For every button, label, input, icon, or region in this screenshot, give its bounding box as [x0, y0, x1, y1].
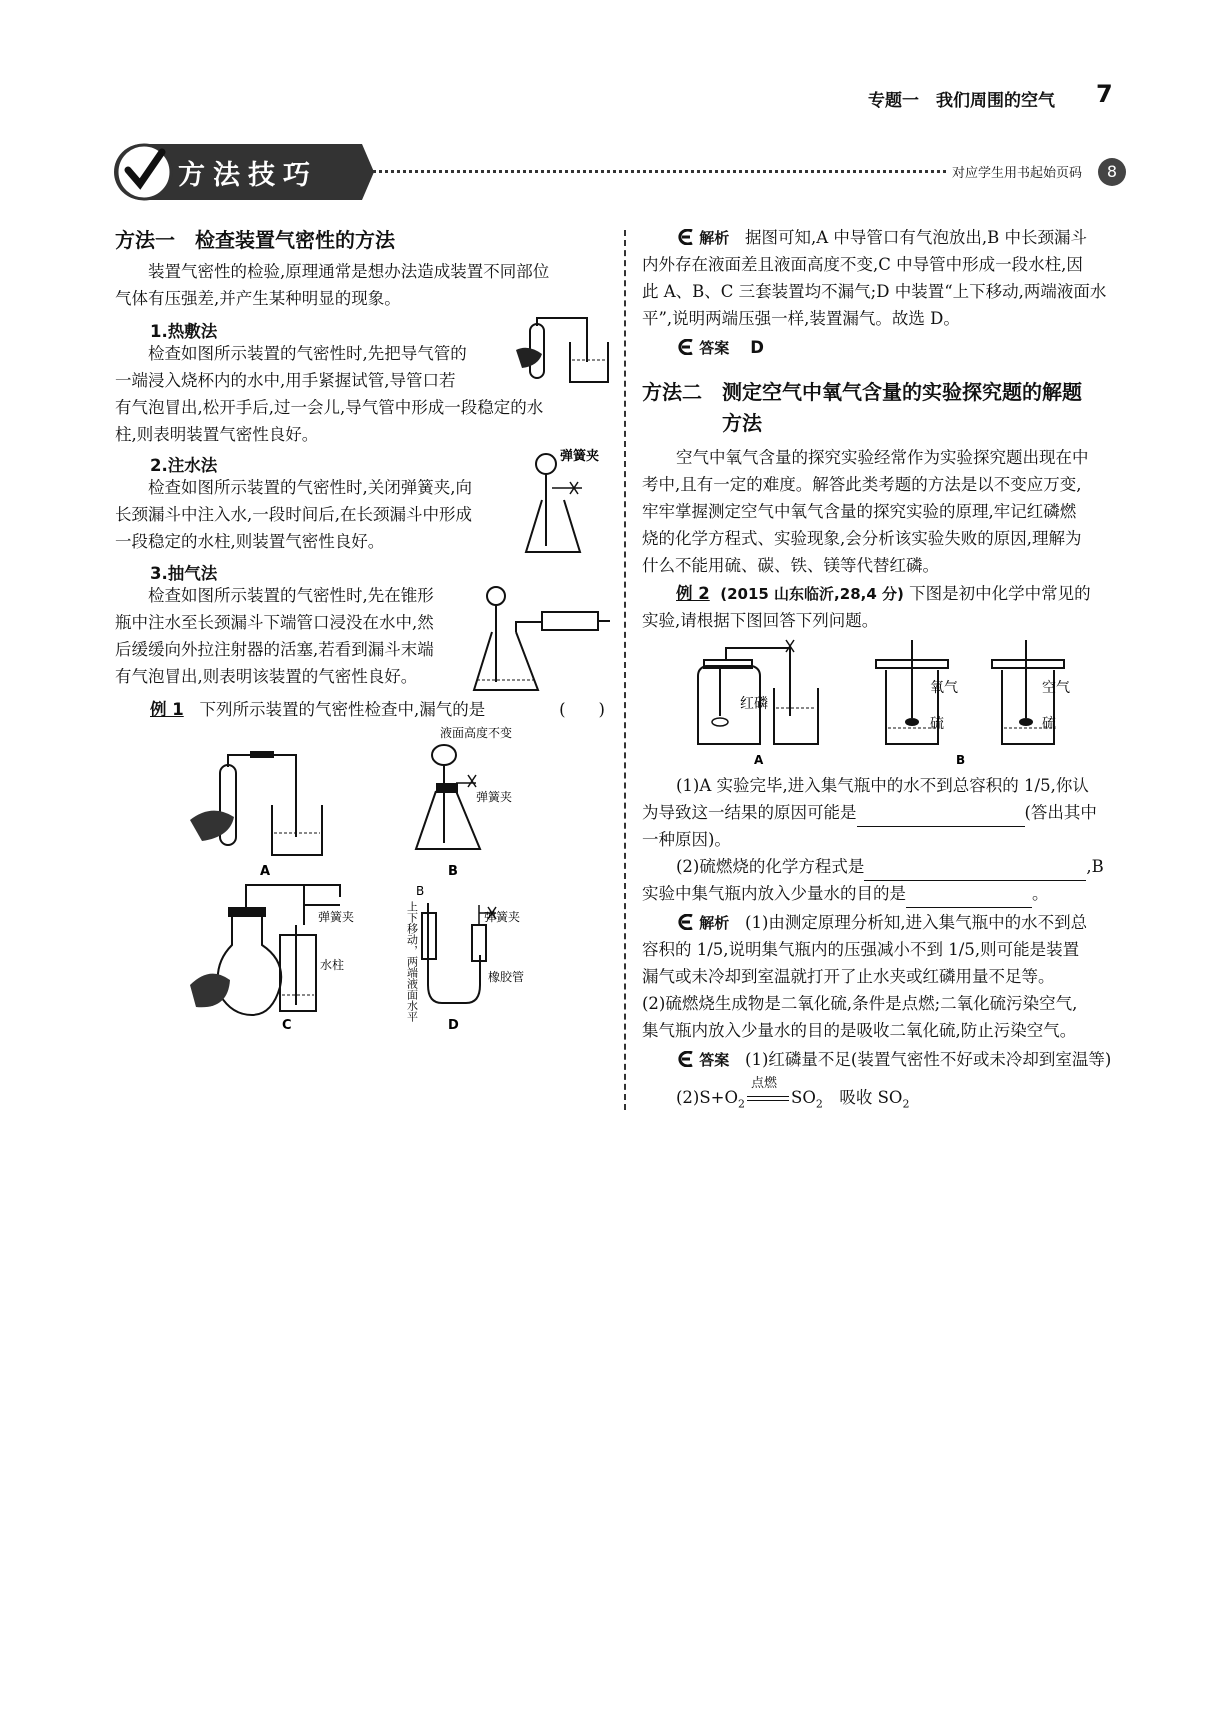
heat-method-line-4: 柱,则表明装置气密性良好。	[115, 425, 319, 444]
q2-equation-blank[interactable]	[864, 853, 1086, 881]
running-header-topic: 专题一 我们周围的空气	[868, 91, 1055, 111]
example2-question-1: 下图是初中化学中常见的	[909, 584, 1091, 603]
analysis2-marker-icon	[676, 914, 694, 930]
analysis-line-3: 此 A、B、C 三套装置均不漏气;D 中装置“上下移动,两端液面水	[642, 282, 1107, 301]
equation-tail-subscript: 2	[902, 1097, 910, 1111]
suction-method-line-4: 有气泡冒出,则表明该装置的气密性良好。	[115, 667, 418, 686]
figure-d-hose-label: 橡胶管	[488, 970, 525, 984]
fig2-sulfur-label-1: 硫	[930, 716, 944, 732]
figure-b-clip-label: 弹簧夹	[476, 790, 513, 804]
water-method-figure	[522, 448, 612, 558]
example1-answer-paren: ( )	[559, 700, 605, 719]
figure-d-label: D	[448, 1018, 459, 1033]
suction-method-title: 3.抽气法	[150, 564, 218, 583]
analysis-tag: 解析	[699, 229, 730, 247]
analysis-line-1: 据图可知,A 中导管口有气泡放出,B 中长颈漏斗	[745, 228, 1088, 247]
q1-line-3: 一种原因)。	[642, 830, 731, 849]
suction-method-line-2: 瓶中注水至长颈漏斗下端管口浸没在水中,然	[115, 613, 434, 632]
answer-tag: 答案	[699, 339, 730, 357]
example1-question: 下列所示装置的气密性检查中,漏气的是	[199, 700, 486, 719]
method2-title-line-2: 方法	[722, 411, 762, 435]
suction-method-figure	[472, 582, 612, 694]
example2-source: (2015 山东临沂,28,4 分)	[720, 585, 904, 603]
answer2-line-1: (1)红磷量不足(装置气密性不好或未冷却到室温等)	[745, 1050, 1112, 1069]
q2-purpose-blank[interactable]	[906, 880, 1032, 908]
analysis2-line-1: (1)由测定原理分析知,进入集气瓶中的水不到总	[745, 913, 1088, 932]
q2-line-2b: 。	[1032, 884, 1049, 903]
equation-double-bar	[747, 1096, 789, 1101]
figure-c-label: C	[282, 1018, 292, 1033]
figure-c-water-label: 水柱	[320, 958, 345, 972]
example2-figure	[690, 636, 1080, 770]
answer2-tag: 答案	[699, 1051, 730, 1069]
equation-right: SO	[791, 1088, 816, 1107]
method1-title: 方法一 检查装置气密性的方法	[115, 228, 395, 252]
example1-figure-b	[416, 725, 512, 879]
suction-method-line-3: 后缓缓向外拉注射器的活塞,若看到漏斗末端	[115, 640, 434, 659]
q2-line-1a: (2)硫燃烧的化学方程式是	[676, 857, 865, 876]
water-method-line-1: 检查如图所示装置的气密性时,关闭弹簧夹,向	[148, 478, 472, 497]
example1-figure-d	[406, 884, 525, 1033]
method1-intro-1: 装置气密性的检验,原理通常是想办法造成装置不同部位	[148, 262, 550, 281]
analysis2-line-2: 容积的 1/5,说明集气瓶内的压强减小不到 1/5,则可能是装置	[642, 940, 1080, 959]
answer2-equation	[676, 1075, 910, 1117]
method1-intro-2: 气体有压强差,并产生某种明显的现象。	[115, 289, 401, 308]
equation-left: (2)S+O	[676, 1088, 739, 1107]
answer-marker-icon	[676, 339, 694, 355]
example1-label: 例 1	[150, 700, 184, 719]
q1-line-2b: (答出其中	[1024, 803, 1097, 822]
analysis2-line-3: 漏气或未冷却到室温就打开了止水夹或红磷用量不足等。	[642, 967, 1055, 986]
water-method-title: 2.注水法	[150, 456, 218, 475]
example1-figure	[190, 725, 540, 1035]
method2-line-3: 牢牢掌握测定空气中氧气含量的探究实验的原理,牢记红磷燃	[642, 502, 1077, 521]
figure-b-top-label: 液面高度不变	[440, 726, 513, 740]
fig2-sulfur-label-2: 硫	[1042, 716, 1056, 732]
q2-line-1b: ,B	[1086, 857, 1104, 876]
figure-a-label: A	[260, 864, 271, 879]
fig2-a-label: A	[754, 753, 764, 767]
method2-line-1: 空气中氧气含量的探究实验经常作为实验探究题出现在中	[676, 448, 1089, 467]
banner-title: 方法技巧	[178, 160, 318, 191]
heat-method-line-2: 一端浸入烧杯内的水中,用手紧握试管,导管口若	[115, 371, 456, 390]
analysis-line-2: 内外存在液面差且液面高度不变,C 中导管中形成一段水柱,因	[642, 255, 1083, 274]
banner-ref-text: 对应学生用书起始页码	[952, 166, 1083, 181]
fig2-oxygen-label: 氧气	[930, 680, 958, 696]
banner-ref-page: 8	[1098, 158, 1126, 186]
method2-line-4: 烧的化学方程式、实验现象,会分析该实验失败的原因,理解为	[642, 529, 1082, 548]
column-divider	[624, 230, 626, 1110]
water-method-clip-label: 弹簧夹	[560, 449, 600, 464]
q1-answer-blank[interactable]	[857, 799, 1025, 827]
method2-line-2: 考中,且有一定的难度。解答此类考题的方法是以不变应万变,	[642, 475, 1082, 494]
suction-method-line-1: 检查如图所示装置的气密性时,先在锥形	[148, 586, 434, 605]
equation-so2-subscript: 2	[815, 1097, 823, 1111]
example2-question-2: 实验,请根据下图回答下列问题。	[642, 611, 879, 630]
page-number: 7	[1096, 80, 1113, 108]
fig2-air-label: 空气	[1042, 680, 1070, 696]
banner-dotted-leader	[356, 170, 946, 173]
analysis-line-4: 平”,说明两端压强一样,装置漏气。故选 D。	[642, 309, 960, 328]
heat-method-figure	[512, 316, 612, 388]
answer2-marker-icon	[676, 1051, 694, 1067]
figure-d-b-label: B	[416, 884, 425, 898]
figure-d-clip-label: 弹簧夹	[484, 910, 521, 924]
equation-tail: 吸收 SO	[822, 1088, 903, 1107]
method2-title-line-1: 方法二 测定空气中氧气含量的实验探究题的解题	[642, 380, 1082, 404]
method2-line-5: 什么不能用硫、碳、铁、镁等代替红磷。	[642, 556, 939, 575]
figure-c-clip-label: 弹簧夹	[318, 910, 355, 924]
equation-o2-subscript: 2	[738, 1097, 746, 1111]
figure-d-side-label: 上下移动，两端液面水平	[405, 901, 419, 1022]
water-method-line-2: 长颈漏斗中注入水,一段时间后,在长颈漏斗中形成	[115, 505, 472, 524]
q1-line-2a: 为导致这一结果的原因可能是	[642, 803, 857, 822]
analysis2-line-4: (2)硫燃烧生成物是二氧化硫,条件是点燃;二氧化硫污染空气,	[642, 994, 1078, 1013]
heat-method-line-3: 有气泡冒出,松开手后,过一会儿,导气管中形成一段稳定的水	[115, 398, 544, 417]
analysis-marker-icon	[676, 229, 694, 245]
example1-figure-c	[190, 885, 354, 1033]
equation-condition: 点燃	[751, 1075, 778, 1091]
q2-line-2a: 实验中集气瓶内放入少量水的目的是	[642, 884, 906, 903]
heat-method-title: 1.热敷法	[150, 322, 218, 341]
example1-figure-a	[190, 751, 322, 879]
fig2-phosphorus-label: 红磷	[740, 696, 768, 712]
analysis2-line-5: 集气瓶内放入少量水的目的是吸收二氧化硫,防止污染空气。	[642, 1021, 1077, 1040]
analysis2-tag: 解析	[699, 914, 730, 932]
answer-1-value: D	[750, 338, 764, 357]
water-method-line-3: 一段稳定的水柱,则装置气密性良好。	[115, 532, 385, 551]
example2-label: 例 2	[676, 584, 710, 603]
q1-line-1: (1)A 实验完毕,进入集气瓶中的水不到总容积的 1/5,你认	[676, 776, 1089, 795]
fig2-b-label: B	[956, 753, 966, 767]
heat-method-line-1: 检查如图所示装置的气密性时,先把导气管的	[148, 344, 467, 363]
figure-b-label: B	[448, 864, 458, 879]
